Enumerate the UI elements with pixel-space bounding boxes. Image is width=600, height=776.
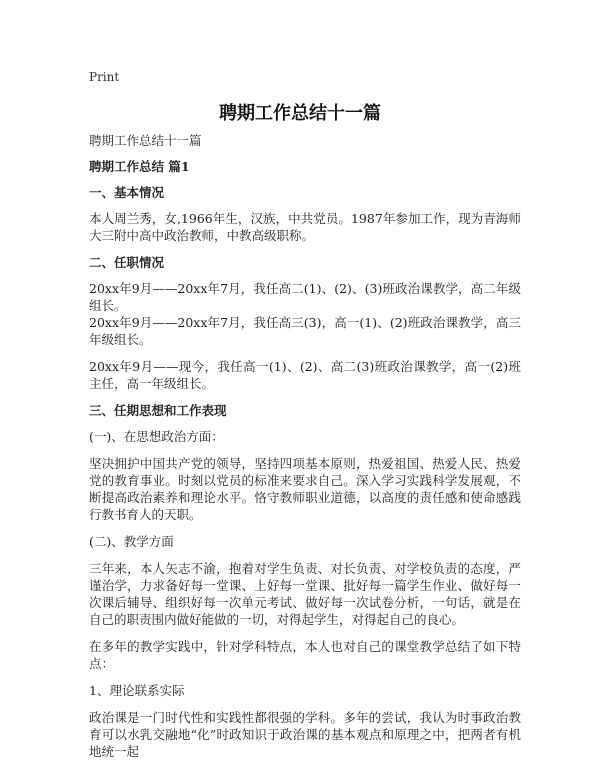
paragraph: 本人周兰秀，女,1966年生，汉族，中共党员。1987年参加工作，现为青海师大三附中高中政治教师，中教高级职称。	[89, 211, 521, 243]
paragraph: 20xx年9月——20xx年7月，我任高三(3)，高一(1)、(2)班政治课教学，高三年级组长。	[89, 315, 521, 347]
paragraph: 政治课是一门时代性和实践性都很强的学科。多年的尝试，我认为时事政治教育可以水乳交融地“化”时政知识于政治课的基本观点和原理之中，把两者有机地统一起	[89, 710, 521, 759]
paragraph: 三年来，本人矢志不渝，抱着对学生负责、对长负责、对学校负责的态度，严谨治学，力求备好每一堂课、上好每一堂课、批好每一篇学生作业、做好每一次课后辅导、组织好每一次单元考试、做好每一次试卷分析，一句话，就是在自己的职责围内做好能做的一切，对得起学生，对得起自己的良心。	[89, 561, 521, 627]
section-heading-positions: 二、任职情况	[89, 255, 165, 270]
section-heading-performance: 三、任期思想和工作表现	[89, 403, 227, 418]
paragraph: 坚决拥护中国共产党的领导，坚持四项基本原则，热爱祖国、热爱人民、热爱党的教育事业。时刻以党员的标准来要求自己。深入学习实践科学发展观，不断提高政治素养和理论水平。恪守教师职业道德，以高度的责任感和使命感践行教书育人的天职。	[89, 456, 521, 522]
paragraph: 1、理论联系实际	[89, 683, 185, 698]
document-body	[89, 132, 521, 770]
paragraph: 20xx年9月——现今，我任高一(1)、(2)、高二(3)班政治课教学，高一(2)班主任，高一年级组长。	[89, 359, 521, 391]
print-label: Print	[89, 70, 120, 84]
document-title: 聘期工作总结十一篇	[219, 103, 381, 124]
paragraph: (一)、在思想政治方面：	[89, 429, 224, 444]
paragraph: 在多年的教学实践中，针对学科特点，本人也对自己的课堂教学总结了如下特点：	[89, 639, 521, 671]
document-subtitle: 聘期工作总结十一篇	[89, 133, 202, 148]
part-heading: 聘期工作总结 篇1	[89, 159, 190, 174]
paragraph: (二)、教学方面	[89, 534, 174, 549]
section-heading-basic-info: 一、基本情况	[89, 185, 165, 200]
paragraph: 20xx年9月——20xx年7月，我任高二(1)、(2)、(3)班政治课教学，高二年级组长。	[89, 281, 521, 313]
